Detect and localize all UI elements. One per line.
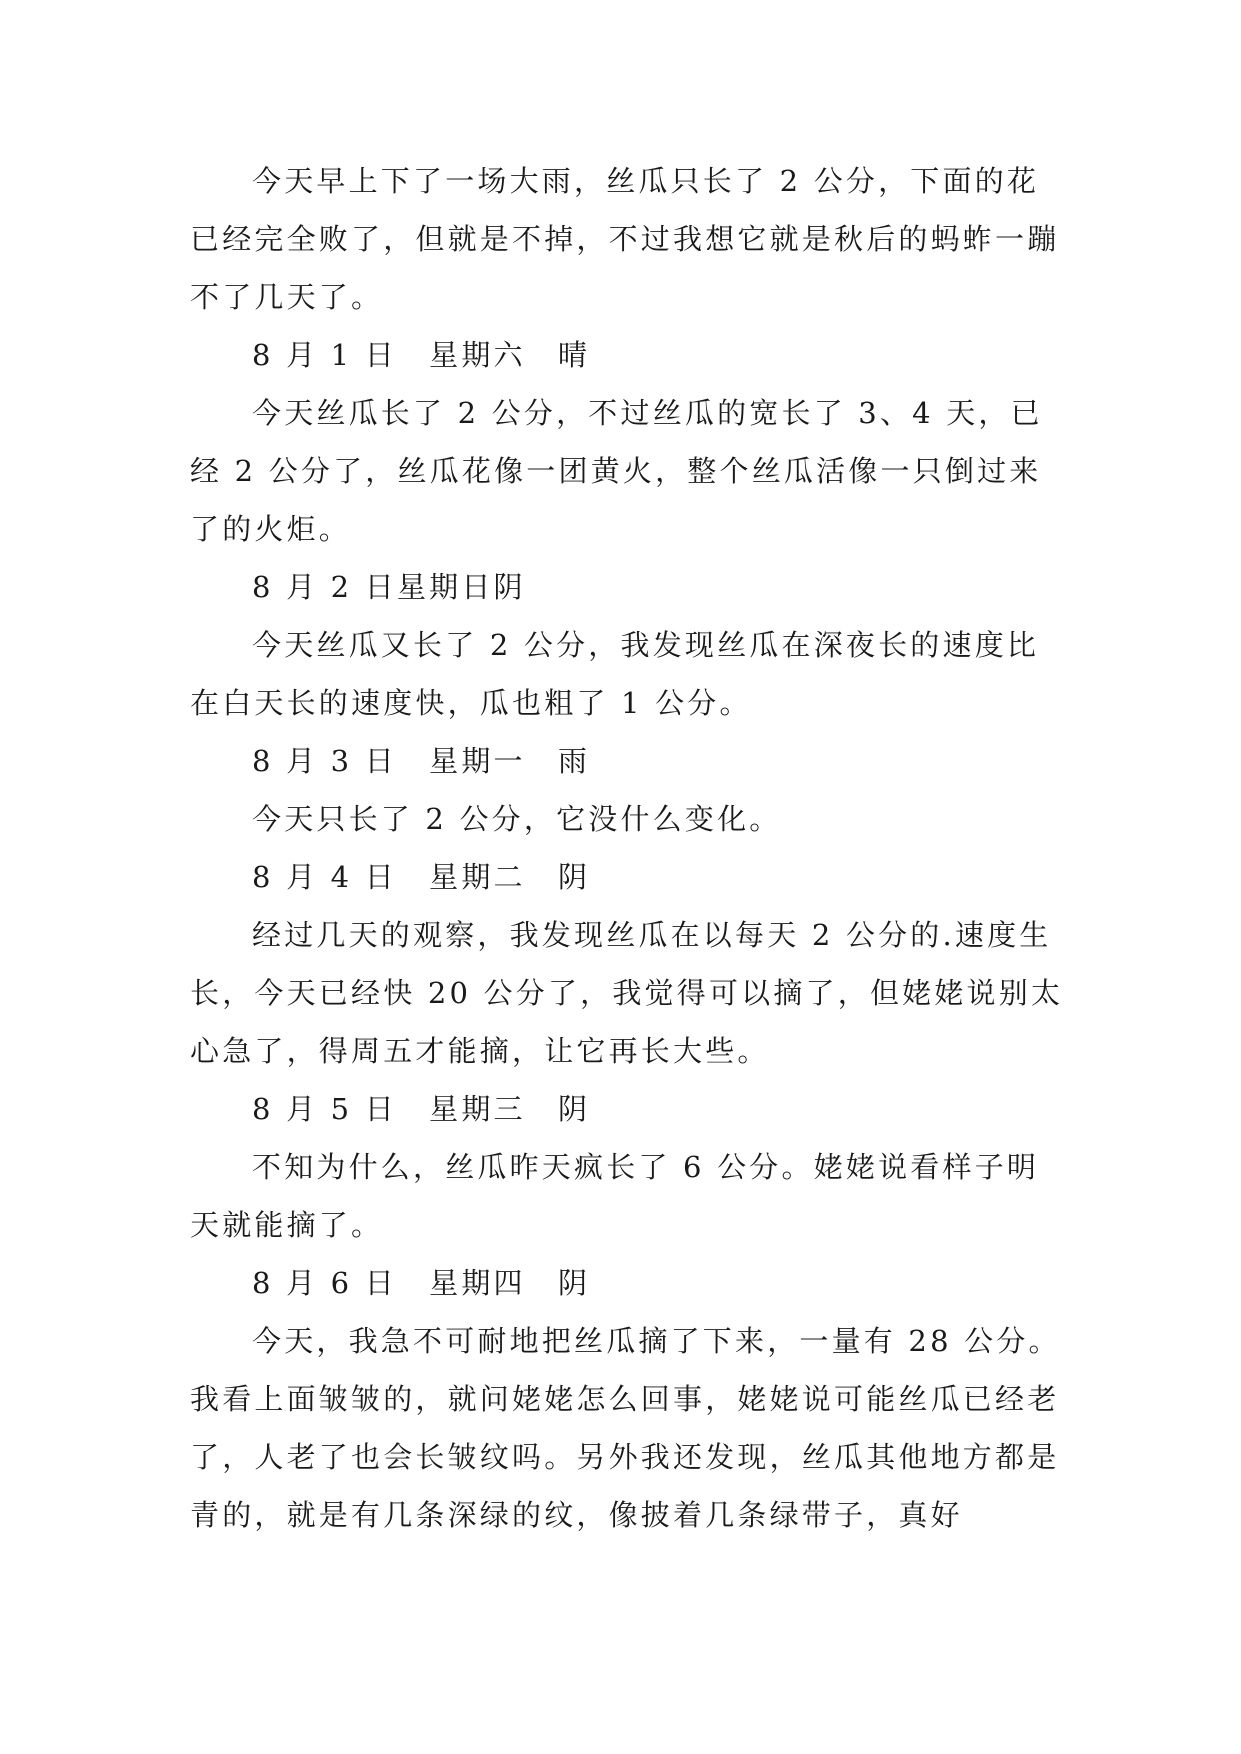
paragraph: 不知为什么，丝瓜昨天疯长了 6 公分。姥姥说看样子明天就能摘了。 bbox=[190, 1150, 1040, 1242]
paragraph: 今天，我急不可耐地把丝瓜摘了下来，一量有 28 公分。我看上面皱皱的，就问姥姥怎么回事，姥姥说可能丝瓜已经老了，人老了也会长皱纹吗。另外我还发现，丝瓜其他地方都是青的，就是有几条深绿的纹，像披着几条绿带子，真好 bbox=[190, 1324, 1061, 1532]
date-heading: 8 月 2 日星期日阴 bbox=[252, 570, 526, 604]
paragraph: 今天只长了 2 公分，它没什么变化。 bbox=[252, 802, 782, 836]
date-heading: 8 月 5 日 星期三 阴 bbox=[252, 1092, 591, 1126]
date-heading: 8 月 3 日 星期一 雨 bbox=[252, 744, 591, 778]
date-heading: 8 月 6 日 星期四 阴 bbox=[252, 1266, 591, 1300]
date-heading: 8 月 4 日 星期二 阴 bbox=[252, 860, 591, 894]
paragraph: 今天丝瓜又长了 2 公分，我发现丝瓜在深夜长的速度比在白天长的速度快，瓜也粗了 1 公分。 bbox=[190, 628, 1040, 720]
document-page bbox=[190, 152, 1070, 1544]
paragraph: 经过几天的观察，我发现丝瓜在以每天 2 公分的.速度生长，今天已经快 20 公分了，我觉得可以摘了，但姥姥说别太心急了，得周五才能摘，让它再长大些。 bbox=[190, 918, 1064, 1068]
paragraph: 今天丝瓜长了 2 公分，不过丝瓜的宽长了 3、4 天，已经 2 公分了，丝瓜花像一团黄火，整个丝瓜活像一只倒过来了的火炬。 bbox=[190, 396, 1043, 546]
paragraph: 今天早上下了一场大雨，丝瓜只长了 2 公分，下面的花已经完全败了，但就是不掉，不过我想它就是秋后的蚂蚱一蹦不了几天了。 bbox=[190, 164, 1060, 314]
date-heading: 8 月 1 日 星期六 晴 bbox=[252, 338, 591, 372]
